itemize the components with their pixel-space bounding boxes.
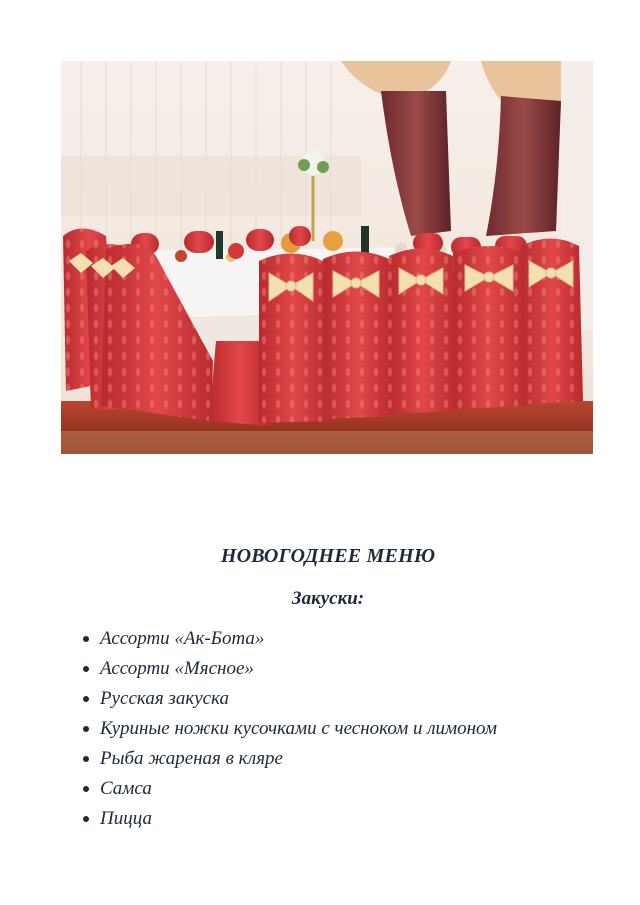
bullet-icon	[83, 756, 89, 762]
list-item	[78, 714, 497, 744]
section-title-appetizers: Закуски:	[291, 588, 365, 609]
menu-item-label: Пицца	[100, 808, 152, 829]
banquet-hall-illustration	[61, 61, 593, 454]
appetizer-list	[78, 624, 497, 834]
menu-item-label: Ассорти «Ак-Бота»	[100, 628, 265, 649]
menu-item-label: Ассорти «Мясное»	[100, 658, 254, 679]
banquet-hall-photo	[61, 61, 593, 454]
list-item	[78, 624, 497, 654]
menu-item-label: Русская закуска	[100, 688, 229, 709]
list-item	[78, 744, 497, 774]
bullet-icon	[83, 636, 89, 642]
bullet-icon	[83, 816, 89, 822]
menu-item-label: Рыба жареная в кляре	[100, 748, 283, 769]
list-item	[78, 654, 497, 684]
list-item	[78, 684, 497, 714]
bullet-icon	[83, 666, 89, 672]
bullet-icon	[83, 726, 89, 732]
menu-item-label: Самса	[100, 778, 152, 799]
list-item	[78, 774, 497, 804]
bullet-icon	[83, 696, 89, 702]
menu-title: НОВОГОДНЕЕ МЕНЮ	[220, 545, 436, 567]
bullet-icon	[83, 786, 89, 792]
menu-item-label: Куриные ножки кусочками с чесноком и лимоном	[100, 718, 497, 739]
list-item	[78, 804, 497, 834]
